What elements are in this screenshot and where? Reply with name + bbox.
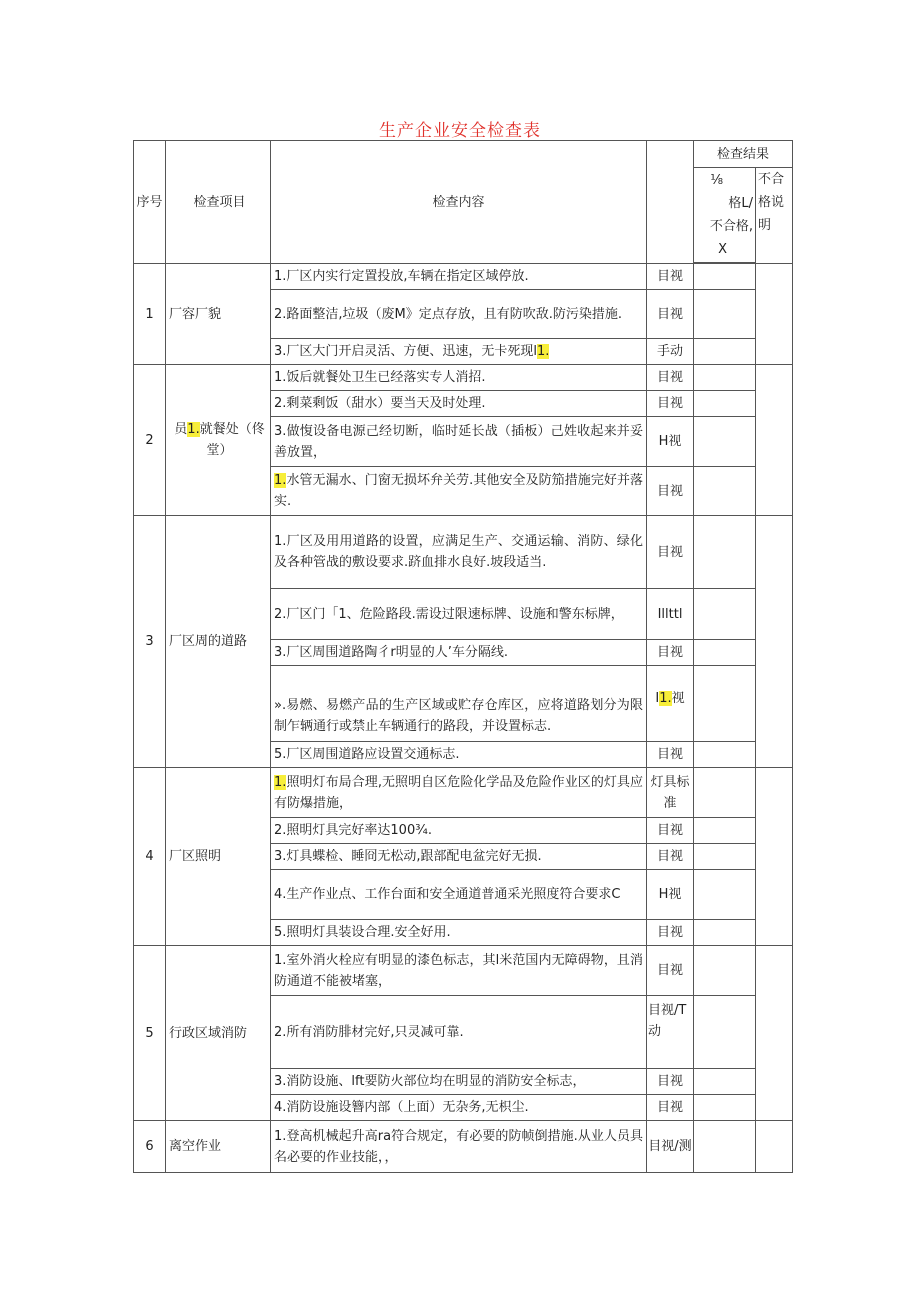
content-text: 照明灯布局合理,无照明自区危险化学品及危险作业区的灯具应有防爆措施， xyxy=(274,774,643,811)
method-text: 视 xyxy=(671,691,685,706)
highlight-mark: 1. xyxy=(659,691,672,706)
check-content: 2.路面整洁,垃圾（废M》定点存放，且有防吹敌.防污染措施. xyxy=(271,290,647,339)
check-content: 4.生产作业点、工作台面和安全通道普通采光照度符合要求C xyxy=(271,870,647,920)
result-cell[interactable] xyxy=(694,818,756,844)
check-method: H视 xyxy=(647,417,694,467)
result-cell[interactable] xyxy=(694,640,756,666)
section-item: 行政区域消防 xyxy=(166,946,271,1121)
header-ok-line3: 不合格, xyxy=(709,219,753,234)
header-result: 检查结果 xyxy=(694,141,793,168)
page-title: 生产企业安全检查表 xyxy=(379,121,541,141)
check-content: 3.消防设施、lft要防火部位均在明显的消防安全标志， xyxy=(271,1069,647,1095)
check-method: Illttl xyxy=(647,589,694,640)
check-method: 目视 xyxy=(647,844,694,870)
check-method: 目视 xyxy=(647,365,694,391)
check-method: 手动 xyxy=(647,339,694,365)
check-content: 3.厂区周围道路陶彳r明显的人’车分隔线. xyxy=(271,640,647,666)
method-text: I xyxy=(655,691,660,706)
check-content: 1.厂区内实行定置投放,车辆在指定区域停放. xyxy=(271,264,647,290)
check-content: 3.做愎设备电源己经切断，临时延长战（插板）己姓收起来并妥善放置， xyxy=(271,417,647,467)
inspection-table xyxy=(133,140,793,1173)
section-item: 厂容厂貌 xyxy=(166,264,271,365)
check-method: 目视 xyxy=(647,290,694,339)
check-method: 目视/T动 xyxy=(647,996,694,1069)
result-cell[interactable] xyxy=(694,391,756,417)
section-seq: 5 xyxy=(134,946,166,1121)
check-content: ».易燃、易燃产品的生产区域或贮存仓库区，应将道路划分为限制乍辆通行或禁止车辆通行的路段，并设置标志. xyxy=(271,666,647,742)
content-text: 3.厂区大门开启灵活、方便、迅速，无卡死现l xyxy=(274,344,538,359)
item-text: 就餐处（佟堂） xyxy=(199,422,265,458)
check-content: 3.灯具蝶检、睡冏无松动,跟部配电盆完好无损. xyxy=(271,844,647,870)
result-cell[interactable] xyxy=(694,1121,756,1173)
check-content: 2.所有消防腓材完好,只灵减可靠. xyxy=(271,996,647,1069)
highlight-mark: 1. xyxy=(274,774,287,790)
check-method: 目视 xyxy=(647,1069,694,1095)
header-item: 检查项目 xyxy=(166,141,271,264)
header-note: 不合格说明 xyxy=(756,168,793,264)
check-content: 2.照明灯具完好率达100¾. xyxy=(271,818,647,844)
result-cell[interactable] xyxy=(694,768,756,818)
check-content xyxy=(271,339,647,365)
check-content: 5.照明灯具装设合理.安全好用. xyxy=(271,920,647,946)
check-method: 目视 xyxy=(647,946,694,996)
check-method xyxy=(647,666,694,742)
highlight-mark: 1. xyxy=(187,422,200,437)
header-ok-line4: X xyxy=(718,242,727,257)
header-ok-line2: 格L/ xyxy=(728,196,753,211)
result-cell[interactable] xyxy=(694,920,756,946)
result-cell[interactable] xyxy=(694,467,756,516)
result-cell[interactable] xyxy=(694,844,756,870)
item-text: 员 xyxy=(174,422,188,437)
result-cell[interactable] xyxy=(694,666,756,742)
check-content: 1.室外消火栓应有明显的漆色标志，其l米范国内无障碍物，且消防通道不能被堵塞， xyxy=(271,946,647,996)
result-cell[interactable] xyxy=(694,1095,756,1121)
check-method: 目视 xyxy=(647,1095,694,1121)
check-content xyxy=(271,768,647,818)
check-content xyxy=(271,467,647,516)
content-text: 水管无漏水、门窗无损坏弁关劳.其他安全及防笳措施完好并落实. xyxy=(274,473,643,509)
result-cell[interactable] xyxy=(694,996,756,1069)
check-method: 目视 xyxy=(647,391,694,417)
header-seq: 序号 xyxy=(134,141,166,264)
inspection-sheet xyxy=(133,140,793,1173)
result-cell[interactable] xyxy=(694,946,756,996)
check-method: 目视/测 xyxy=(647,1121,694,1173)
header-content: 检查内容 xyxy=(271,141,647,264)
result-cell[interactable] xyxy=(694,365,756,391)
check-method: 目视 xyxy=(647,467,694,516)
highlight-mark: 1. xyxy=(537,344,550,359)
result-cell[interactable] xyxy=(694,1069,756,1095)
section-item: 厂区周的道路 xyxy=(166,516,271,768)
header-ok xyxy=(694,168,756,263)
check-method: 目视 xyxy=(647,920,694,946)
note-cell[interactable] xyxy=(756,516,793,768)
note-cell[interactable] xyxy=(756,365,793,516)
header-method xyxy=(647,141,694,264)
check-content: 1.厂区及用用道路的设置，应满足生产、交通运输、消防、绿化及各种管战的敷设要求.跻血排水良好.坡段适当. xyxy=(271,516,647,589)
section-seq: 6 xyxy=(134,1121,166,1173)
check-content: 2.厂区门「1、危险路段.需设过限速标牌、设施和警东标牌， xyxy=(271,589,647,640)
check-content: 1.登高机械起升高ra符合规定，有必要的防帧倒措施.从业人员具名必要的作业技能，， xyxy=(271,1121,647,1173)
section-item: 厂区照明 xyxy=(166,768,271,946)
check-method: 目视 xyxy=(647,640,694,666)
note-cell[interactable] xyxy=(756,768,793,946)
check-content: 1.饭后就餐处卫生已经落实专人消招. xyxy=(271,365,647,391)
result-cell[interactable] xyxy=(694,264,756,290)
note-cell[interactable] xyxy=(756,946,793,1121)
result-cell[interactable] xyxy=(694,417,756,467)
check-content: 5.厂区周围道路应设置交通标志. xyxy=(271,742,647,768)
check-content: 2.剩菜剩饭（甜水）要当天及时处理. xyxy=(271,391,647,417)
check-method: H视 xyxy=(647,870,694,920)
section-item: 离空作业 xyxy=(166,1121,271,1173)
result-cell[interactable] xyxy=(694,339,756,365)
result-cell[interactable] xyxy=(694,589,756,640)
section-item xyxy=(166,365,271,516)
result-cell[interactable] xyxy=(694,290,756,339)
note-cell[interactable] xyxy=(756,1121,793,1173)
highlight-mark: 1. xyxy=(274,473,287,488)
result-cell[interactable] xyxy=(694,516,756,589)
check-method: 目视 xyxy=(647,516,694,589)
check-method: 目视 xyxy=(647,742,694,768)
section-seq: 2 xyxy=(134,365,166,516)
header-ok-line1: ⅛ xyxy=(710,173,723,188)
check-method: 灯具标准 xyxy=(647,768,694,818)
check-method: 目视 xyxy=(647,264,694,290)
check-content: 4.消防设施设簪内部（上面）无杂务,无枳尘. xyxy=(271,1095,647,1121)
section-seq: 4 xyxy=(134,768,166,946)
section-seq: 3 xyxy=(134,516,166,768)
check-method: 目视 xyxy=(647,818,694,844)
section-seq: 1 xyxy=(134,264,166,365)
result-cell[interactable] xyxy=(694,870,756,920)
note-cell[interactable] xyxy=(756,264,793,365)
result-cell[interactable] xyxy=(694,742,756,768)
